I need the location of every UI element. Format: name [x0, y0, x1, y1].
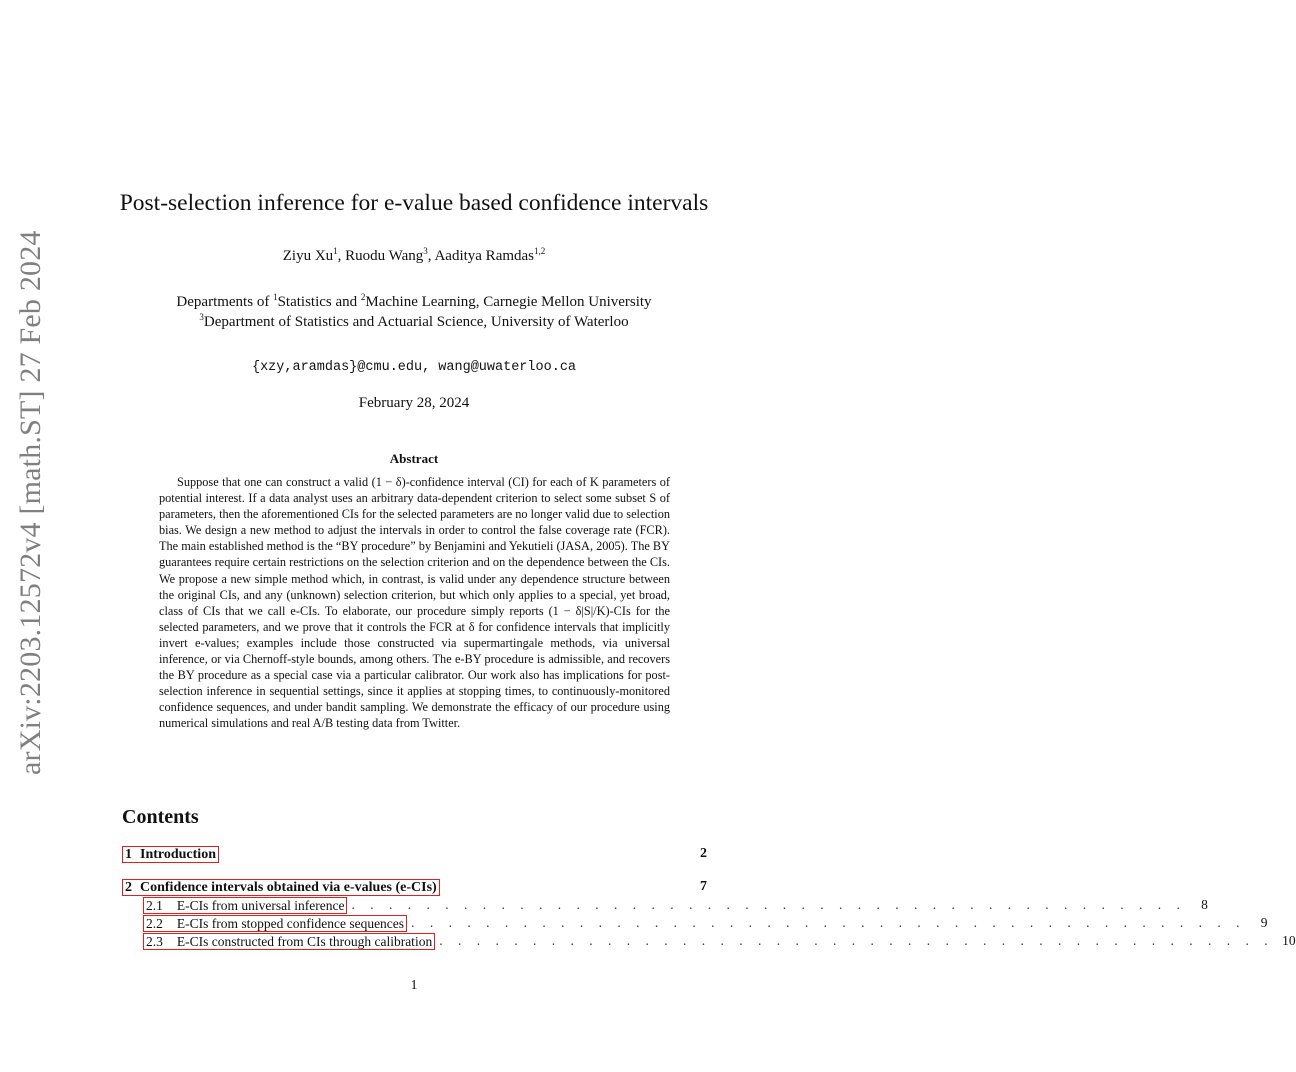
toc-link-e-cis[interactable]	[122, 879, 440, 896]
toc-page-number: 8	[1201, 897, 1208, 912]
affiliation-text: Department of Statistics and Actuarial Science, University of Waterloo	[203, 314, 629, 330]
toc-subsection-title: E-CIs constructed from CIs through calibration	[176, 933, 433, 949]
abstract-heading: Abstract	[389, 451, 439, 466]
toc-section-number: 1	[125, 846, 132, 862]
toc-subsection-stopped-sequences	[143, 914, 1268, 932]
paper-date: February 28, 2024	[358, 395, 470, 411]
affiliation-mark: 3	[199, 312, 204, 322]
toc-section-number: 2	[125, 879, 132, 895]
author-name: Ruodu Wang	[345, 248, 424, 264]
contents-heading: Contents	[122, 806, 199, 828]
author-affiliation-mark: 3	[423, 246, 428, 256]
author-name: Ziyu Xu	[282, 248, 334, 264]
toc-page-number: 10	[1282, 933, 1296, 948]
toc-section-title: Introduction	[140, 846, 216, 862]
affiliation-mark: 1	[273, 292, 278, 302]
toc-link-universal-inference[interactable]	[143, 897, 347, 914]
toc-leader-dots: . . . . . . . . . . . . . . . . . . . . . . . . . . . . . . . . . . . . . . . . . . . . .	[439, 933, 1274, 948]
affiliation-text: Statistics and	[277, 294, 361, 310]
toc-leader-dots: . . . . . . . . . . . . . . . . . . . . . . . . . . . . . . . . . . . . . . . . . . . . .	[351, 897, 1186, 912]
page-number: 1	[410, 978, 418, 993]
toc-link-introduction[interactable]	[122, 846, 219, 863]
toc-subsection-number: 2.1	[146, 897, 163, 913]
affiliation-mark: 2	[360, 292, 366, 302]
toc-subsection-title: E-CIs from stopped confidence sequences	[176, 915, 405, 931]
affiliation-text: Machine Learning, Carnegie Mellon University	[365, 294, 652, 310]
author-name: Aaditya Ramdas	[434, 248, 535, 264]
author-emails: {xzy,aramdas}@cmu.edu, wang@uwaterloo.ca	[251, 360, 577, 375]
toc-subsection-calibration	[143, 932, 1296, 950]
toc-section-introduction	[122, 845, 707, 863]
toc-section-title: Confidence intervals obtained via e-values (e-CIs)	[140, 879, 437, 895]
affiliation-text: Departments of	[176, 294, 274, 310]
toc-page-number: 9	[1260, 915, 1268, 930]
toc-subsection-title: E-CIs from universal inference	[176, 897, 345, 913]
toc-subsection-number: 2.2	[146, 915, 163, 931]
toc-section-e-cis	[122, 878, 707, 896]
toc-page-number: 2	[700, 846, 707, 861]
toc-page-number: 7	[700, 879, 707, 894]
author-affiliation-mark: 1,2	[534, 246, 546, 256]
abstract-body: Suppose that one can construct a valid (1 − δ)-confidence interval (CI) for each of K parameters of potential interest. If a data analyst uses an arbitrary data-dependent criterion to select some subset S of parameters, then the aforementioned CIs for the selected parameters are no longer valid due to selection bias. We design a new method to adjust the intervals in order to control the false coverage rate (FCR). The main established method is the “BY procedure” by Benjamini and Yekutieli (JASA, 2005). The BY guarantees require certain restrictions on the selection criterion and on the dependence between the CIs. We propose a new simple method which, in contrast, is valid under any dependence structure between the original CIs, and any (unknown) selection criterion, but which only applies to a special, yet broad, class of CIs that we call e-CIs. To elaborate, our procedure simply reports (1 − δ|S|/K)-CIs for the selected parameters, and we prove that it controls the FCR at δ for confidence intervals that implicitly invert e-values; examples include those constructed via supermartingale methods, via universal inference, or via Chernoff-style bounds, among others. The e-BY procedure is admissible, and recovers the BY procedure as a special case via a particular calibrator. Our work also has implications for post-selection inference in sequential settings, since it applies at stopping times, to continuously-monitored confidence sequences, and under bandit sampling. We demonstrate the efficacy of our procedure using numerical simulations and real A/B testing data from Twitter.	[159, 475, 670, 731]
toc-leader-dots: . . . . . . . . . . . . . . . . . . . . . . . . . . . . . . . . . . . . . . . . . . . . .	[411, 915, 1246, 930]
paper-title: Post-selection inference for e-value based confidence intervals	[119, 190, 709, 216]
affiliation-line-1	[0, 294, 828, 311]
author-affiliation-mark: 1	[333, 246, 338, 256]
author-list: Ziyu Xu$^1$, Ruodu Wang$^3$, Aaditya Ramdas$^{1,2}$	[282, 246, 546, 264]
toc-subsection-universal-inference	[143, 896, 1208, 914]
toc-link-stopped-sequences[interactable]	[143, 915, 407, 932]
toc-subsection-number: 2.3	[146, 933, 163, 949]
toc-link-calibration[interactable]	[143, 933, 435, 950]
arxiv-side-stamp: arXiv:2203.12572v4 [math.ST] 27 Feb 2024	[14, 230, 47, 775]
affiliation-line-2	[0, 314, 828, 331]
